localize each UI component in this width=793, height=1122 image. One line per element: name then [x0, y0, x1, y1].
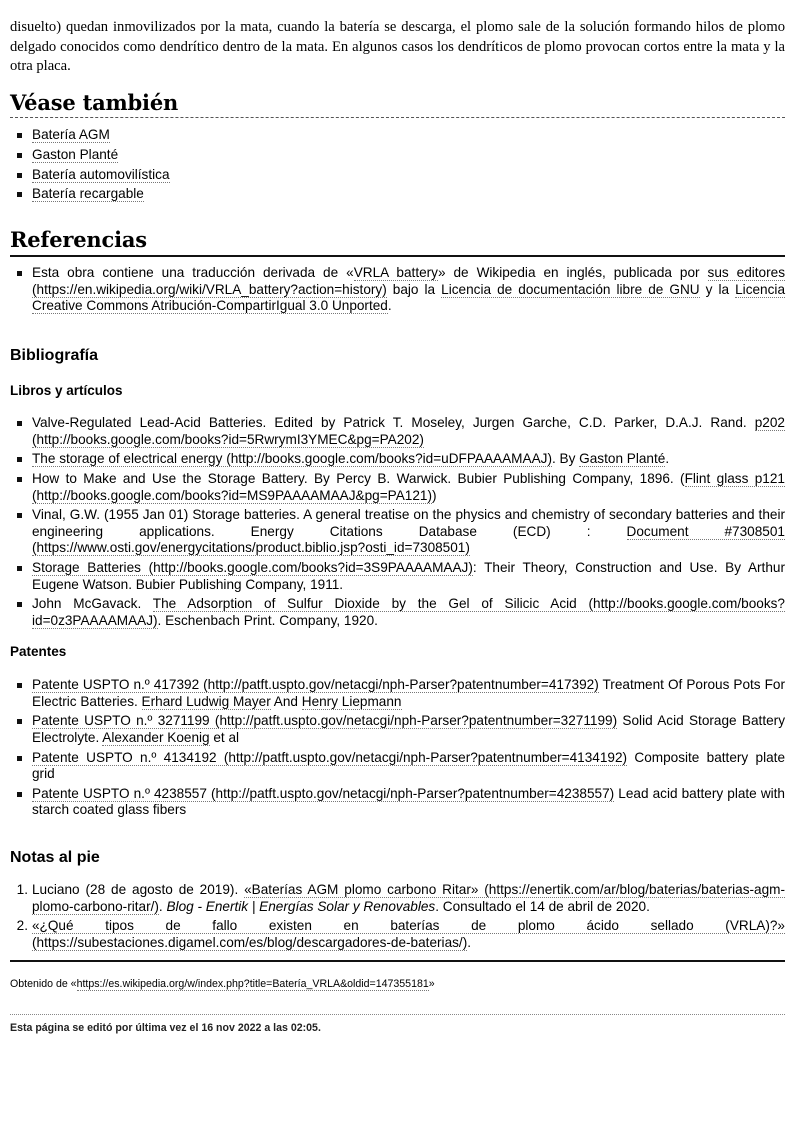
link-book[interactable]: Flint glass p121 (http://books.google.com/books?id=MS9PAAAAMAAJ&pg=PA121): [32, 471, 785, 503]
link-patent[interactable]: Patente USPTO n.º 417392 (http://patft.uspto.gov/netacgi/nph-Parser?patentnumber=417392): [32, 677, 599, 692]
footnote-item: [10, 882, 785, 915]
text: . By: [551, 451, 580, 467]
text: Vinal, G.W. (1955 Jan 01) Storage batteries. A general treatise on the physics and chemistry of secondary batteries and their engineering applications. Energy Citations Database (ECD) :: [32, 507, 785, 539]
see-also-list: [10, 127, 785, 206]
text: . Consultado el 14 de abril de 2020.: [435, 898, 650, 914]
list-item: [10, 677, 785, 710]
link-patent[interactable]: Patente USPTO n.º 4238557 (http://patft.uspto.gov/netacgi/nph-Parser?patentnumber=4238557): [32, 785, 615, 801]
link-bateria-recargable[interactable]: Batería recargable: [32, 186, 144, 202]
text: » de Wikipedia en inglés, publicada por: [437, 265, 708, 280]
text: : Their Theory, Construction and Use. By Arthur Eugene Watson. Bubier Publishing Company, 1911.: [32, 560, 785, 592]
list-item: [10, 451, 785, 468]
link-book[interactable]: Storage Batteries (http://books.google.com/books?id=3S9PAAAAMAAJ): [32, 560, 473, 576]
text: Valve-Regulated Lead-Acid Batteries. Edited by Patrick T. Moseley, Jurgen Garche, C.D. Parker, D.A.J. Rand.: [32, 415, 755, 430]
link-gaston-plante[interactable]: Gaston Planté: [32, 146, 119, 162]
link-footnote-source[interactable]: «¿Qué tipos de fallo existen en baterías de plomo ácido sellado (VRLA)?» (https://subestaciones.digamel.com/es/blog/descargadores-de-baterias/): [32, 918, 785, 950]
link-patent[interactable]: Patente USPTO n.º 3271199 (http://patft.uspto.gov/netacgi/nph-Parser?patentnumber=3271199): [32, 713, 618, 729]
list-item: [10, 713, 785, 746]
bullet-icon: [17, 192, 22, 197]
bullet-icon: [17, 792, 22, 797]
footnote-item: [10, 918, 785, 951]
books-list: [10, 415, 785, 633]
bullet-icon: [17, 719, 22, 724]
see-also-rule: [10, 117, 785, 118]
list-item: [10, 265, 785, 315]
see-also-heading: Véase también: [10, 90, 179, 115]
bullet-icon: [17, 271, 22, 276]
patents-heading: Patentes: [10, 644, 67, 659]
link-inventor[interactable]: Alexander Koenig: [102, 729, 210, 745]
list-item: [10, 471, 785, 504]
link-bateria-automovilistica[interactable]: Batería automovilística: [32, 166, 170, 182]
text: .: [387, 298, 392, 313]
text: Treatment Of Porous Pots For Electric Batteries.: [32, 677, 785, 709]
link-book[interactable]: p202 (http://books.google.com/books?id=5RwrymI3YMEC&pg=PA202): [32, 415, 785, 447]
text: .: [467, 934, 472, 950]
text: Luciano (28 de agosto de 2019).: [32, 882, 245, 897]
list-item: [10, 507, 785, 557]
list-item: [10, 127, 785, 144]
link-document[interactable]: Document #7308501 (https://www.osti.gov/energycitations/product.biblio.jsp?osti_id=7308501): [32, 523, 785, 556]
text: Lead acid battery plate with starch coated glass fibers: [32, 785, 785, 818]
text: .: [665, 451, 670, 467]
list-item: [10, 415, 785, 448]
footnote-number: 1.: [16, 882, 28, 897]
text: .: [158, 898, 167, 914]
link-sus-editores[interactable]: sus editores (https://en.wikipedia.org/wiki/VRLA_battery?action=history): [32, 265, 785, 297]
text: How to Make and Use the Storage Battery. By Percy B. Warwick. Bubier Publishing Company, 1896. (: [32, 471, 685, 487]
list-item: [10, 596, 785, 629]
bullet-icon: [17, 477, 22, 482]
text: Obtenido de «: [10, 978, 77, 990]
bullet-icon: [17, 153, 22, 158]
link-permanent-url[interactable]: https://es.wikipedia.org/w/index.php?title=Batería_VRLA&oldid=147355181: [76, 978, 429, 990]
text: »: [428, 978, 435, 990]
list-item: [10, 186, 785, 203]
bullet-icon: [17, 421, 22, 426]
bibliography-heading: Bibliografía: [10, 347, 99, 364]
text: y la: [699, 281, 736, 297]
bullet-icon: [17, 173, 22, 178]
references-heading: Referencias: [10, 227, 147, 252]
footer-rule: [10, 960, 785, 962]
publication-name: Blog - Enertik | Energías Solar y Renovables: [166, 898, 436, 914]
books-heading: Libros y artículos: [10, 383, 123, 398]
footnote-number: 2.: [16, 918, 28, 934]
bullet-icon: [17, 683, 22, 688]
link-book[interactable]: The Adsorption of Sulfur Dioxide by the Gel of Silicic Acid (http://books.google.com/books?id=0z3PAAAAMAAJ): [32, 596, 785, 628]
link-vrla-battery[interactable]: VRLA battery: [353, 265, 438, 280]
link-bateria-agm[interactable]: Batería AGM: [32, 127, 110, 142]
link-patent[interactable]: Patente USPTO n.º 4134192 (http://patft.uspto.gov/netacgi/nph-Parser?patentnumber=4134192): [32, 749, 628, 765]
intro-paragraph: disuelto) quedan inmovilizados por la mata, cuando la batería se descarga, el plomo sale de la solución formando hilos de plomo delgado conocidos como dendrítico dentro de la mata. En algunos casos los dendríticos de plomo provocan cortos entre la mata y la otra placa.: [10, 19, 785, 74]
list-item: [10, 167, 785, 184]
last-modified: Esta página se editó por última vez el 16 nov 2022 a las 02:05.: [10, 1022, 321, 1034]
link-gaston-plante[interactable]: Gaston Planté: [579, 451, 666, 467]
footnotes-list: [10, 882, 785, 955]
list-item: [10, 560, 785, 593]
bullet-icon: [17, 602, 22, 607]
footnotes-heading: Notas al pie: [10, 849, 100, 866]
link-inventor[interactable]: Henry Liepmann: [301, 693, 402, 709]
link-gnu-license[interactable]: Licencia de documentación libre de GNU: [441, 281, 700, 297]
link-cc-license[interactable]: Licencia Creative Commons Atribución-CompartirIgual 3.0 Unported: [32, 281, 785, 313]
bullet-icon: [17, 513, 22, 518]
list-item: [10, 786, 785, 819]
bullet-icon: [17, 457, 22, 462]
list-item: [10, 750, 785, 783]
footer-divider: [10, 1014, 785, 1015]
list-item: [10, 147, 785, 164]
text: bajo la: [386, 281, 442, 297]
text: Composite battery plate grid: [32, 749, 786, 782]
bullet-icon: [17, 756, 22, 761]
text: Solid Acid Storage Battery Electrolyte.: [32, 713, 785, 745]
references-rule: [10, 255, 785, 257]
link-book[interactable]: The storage of electrical energy (http://books.google.com/books?id=uDFPAAAAMAAJ): [32, 451, 552, 467]
bullet-icon: [17, 133, 22, 138]
text: ): [431, 487, 437, 503]
text: et al: [209, 729, 240, 745]
link-footnote-source[interactable]: «Baterías AGM plomo carbono Ritar» (https://enertik.com/ar/blog/baterias/baterias-agm-plomo-carbono-ritar/): [32, 882, 785, 914]
bullet-icon: [17, 566, 22, 571]
text: And: [270, 693, 302, 709]
references-list: [10, 265, 785, 318]
retrieved-from: [10, 977, 435, 991]
patents-list: [10, 677, 785, 822]
link-inventor[interactable]: Erhard Ludwig Mayer: [141, 693, 271, 709]
text: Esta obra contiene una traducción derivada de «: [32, 265, 354, 280]
text: John McGavack.: [32, 596, 153, 612]
text: . Eschenbach Print. Company, 1920.: [157, 612, 378, 628]
